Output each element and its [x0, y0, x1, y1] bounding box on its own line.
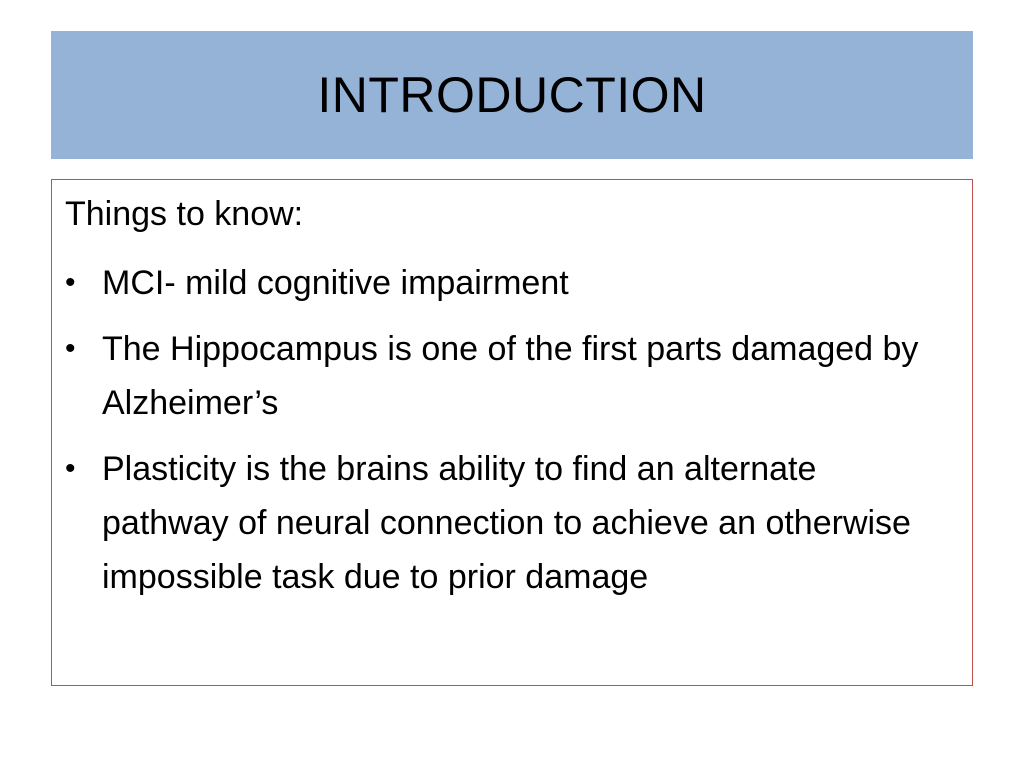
bullet-item — [62, 442, 942, 604]
bullet-text: The Hippocampus is one of the first parts damaged by Alzheimer’s — [102, 330, 919, 422]
bullet-dot-icon: • — [65, 452, 76, 485]
bullet-dot-icon: • — [65, 332, 76, 365]
bullet-dot-icon: • — [65, 266, 76, 299]
content-box — [51, 179, 973, 686]
title-bar — [51, 31, 973, 159]
bullet-list — [62, 256, 942, 616]
slide-title: INTRODUCTION — [317, 67, 707, 123]
bullet-text: MCI- mild cognitive impairment — [102, 264, 569, 302]
bullet-item — [62, 256, 942, 310]
bullet-item — [62, 322, 942, 430]
bullet-text: Plasticity is the brains ability to find an alternate pathway of neural connection to achieve an otherwise impossible task due to prior damage — [102, 450, 911, 596]
intro-text: Things to know: — [65, 195, 304, 233]
